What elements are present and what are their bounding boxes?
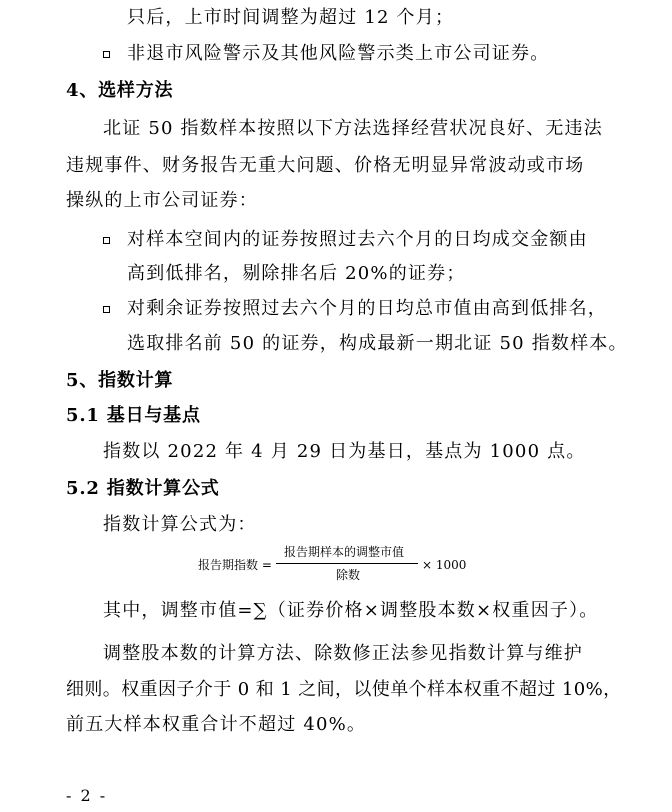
list-item-continuation: 选取排名前 50 的证券，构成最新一期北证 50 指数样本。 xyxy=(127,333,628,354)
formula-rhs: × 1000 xyxy=(422,558,467,572)
paragraph-line: 操纵的上市公司证券： xyxy=(66,190,258,211)
paragraph-line: 指数以 2022 年 4 月 29 日为基日，基点为 1000 点。 xyxy=(103,441,586,462)
paragraph-line: 细则。权重因子介于 0 和 1 之间，以使单个样本权重不超过 10%， xyxy=(66,679,622,700)
paragraph-line: 指数计算公式为： xyxy=(103,514,257,535)
index-formula xyxy=(0,540,672,590)
square-bullet-icon xyxy=(103,237,110,244)
list-item: 非退市风险警示及其他风险警示类上市公司证券。 xyxy=(127,43,550,64)
paragraph-line: 前五大样本权重合计不超过 40%。 xyxy=(66,714,367,735)
list-item-continuation: 高到低排名，剔除排名后 20%的证券； xyxy=(127,263,466,284)
formula-numerator: 报告期样本的调整市值 xyxy=(284,545,405,559)
paragraph-line: 调整股本数的计算方法、除数修正法参见指数计算与维护 xyxy=(103,643,583,664)
square-bullet-icon xyxy=(103,306,110,313)
square-bullet-icon xyxy=(103,51,110,58)
paragraph-line: 违规事件、财务报告无重大问题、价格无明显异常波动或市场 xyxy=(66,155,585,176)
subsection-heading: 5.2 指数计算公式 xyxy=(66,478,220,499)
paragraph-line: 北证 50 指数样本按照以下方法选择经营状况良好、无违法 xyxy=(103,118,603,139)
page-number: - 2 - xyxy=(66,786,108,805)
formula-lhs: 报告期指数 = xyxy=(198,558,272,572)
paragraph-line: 其中，调整市值=∑（证券价格×调整股本数×权重因子）。 xyxy=(103,600,599,621)
formula-denominator: 除数 xyxy=(336,568,361,582)
list-item: 对剩余证券按照过去六个月的日均总市值由高到低排名， xyxy=(127,298,607,319)
section-heading: 5、指数计算 xyxy=(66,370,174,391)
subsection-heading: 5.1 基日与基点 xyxy=(66,405,201,426)
fraction-bar xyxy=(276,563,418,564)
section-heading: 4、选样方法 xyxy=(66,80,174,101)
text-line: 只后，上市时间调整为超过 12 个月； xyxy=(127,7,455,28)
list-item: 对样本空间内的证券按照过去六个月的日均成交金额由 xyxy=(127,229,588,250)
